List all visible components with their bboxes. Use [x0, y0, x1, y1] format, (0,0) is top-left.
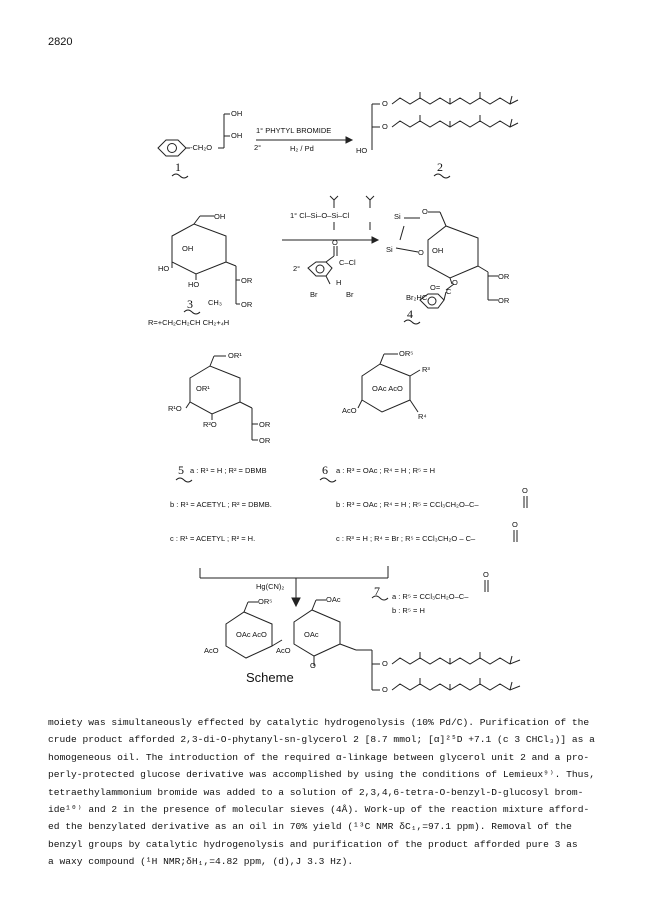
or1-label: OR¹	[228, 351, 242, 360]
ether-o-label: O	[382, 99, 388, 108]
aco-label: AcO	[204, 646, 219, 655]
brhc-label: Br₂HC	[406, 293, 428, 302]
oac-label: OAc	[304, 630, 319, 639]
ho-label: HO	[158, 264, 170, 273]
glycosylation-reagent: Hg(CN)₂	[256, 582, 285, 591]
step-2-number: 2°	[293, 264, 301, 273]
br-label: Br	[346, 290, 354, 299]
or-label: OR	[241, 276, 253, 285]
r-definition: R=+CH₂CH₂CH CH₂+₄H	[148, 318, 230, 327]
h-label: H	[336, 278, 342, 287]
carbonyl-o-label: O	[483, 570, 489, 579]
compound-3-structure	[172, 216, 240, 314]
oh-label: OH	[214, 212, 226, 221]
compound-number-6: 6	[322, 463, 328, 477]
ho-label: HO	[188, 280, 200, 289]
carbonyl-o-label: O	[512, 520, 518, 529]
disiloxane-reagent-label: 1° Cl–Si–O–Si–Cl	[290, 211, 350, 220]
oh-label: OH	[231, 109, 243, 118]
text-line: crude product afforded 2,3-di-O-phytanyl-sn-glycerol 2 [8.7 mmol; [α]²⁵D +7.1 (c 3 CHCl₃)] as a	[48, 734, 595, 746]
compound-2-structure	[372, 92, 518, 178]
compound-6-structure	[358, 354, 420, 412]
oh-label: OH	[432, 246, 444, 255]
or-label: OR	[241, 300, 253, 309]
aco-label: AcO	[276, 646, 291, 655]
ether-o-label: O	[382, 122, 388, 131]
def-6a: a : R³ = OAc ; R⁴ = H ; R⁵ = H	[336, 466, 436, 475]
text-line: moiety was simultaneously effected by catalytic hydrogenolysis (10% Pd/C). Purification of the	[48, 717, 590, 728]
def-5b: b : R¹ = ACETYL ; R² = DBMB.	[170, 500, 272, 509]
acyl-chloride-reagent	[308, 246, 337, 284]
compound-labels-row3	[176, 478, 527, 542]
r4-label: R⁴	[418, 412, 427, 421]
si-label: Si	[394, 212, 401, 221]
ether-o-label: O	[382, 659, 388, 668]
ring-o-label: O	[422, 207, 428, 216]
si-label: Si	[386, 245, 393, 254]
ester-o-label: O=	[430, 283, 441, 292]
reagent-step-2: H₂ / Pd	[290, 144, 314, 153]
reaction-arrow-2-head	[372, 237, 378, 243]
def-5c: c : R¹ = ACETYL ; R² = H.	[170, 534, 256, 543]
or-label: OR	[498, 296, 510, 305]
text-line: a waxy compound (¹H NMR;δH₁,=4.82 ppm, (d),J 3.3 Hz).	[48, 856, 354, 868]
ho-label: HO	[356, 146, 368, 155]
or5-label: OR⁵	[258, 597, 273, 606]
def-7b: b : R⁵ = H	[392, 606, 425, 615]
text-line: tetraethylammonium bromide was added to a solution of 2,3,4,6-tetra-O-benzyl-D-glucosyl brom-	[48, 786, 584, 798]
compound-number-3: 3	[187, 297, 193, 311]
def-6c: c : R³ = H ; R⁴ = Br ; R⁵ = CCl₃CH₂O – C–	[336, 534, 476, 543]
text-line: perly-protected glucose derivative was accomplished by using the conditions of Lemieux⁹⁾. Thus,	[48, 769, 595, 781]
carbonyl-o-label: O	[522, 486, 528, 495]
compound-number-5: 5	[178, 463, 184, 477]
reagent-step-1: 1° PHYTYL BROMIDE	[256, 126, 332, 135]
ether-o-label: O	[382, 685, 388, 694]
oac-label: OAc	[326, 595, 341, 604]
oac-label: OAc AcO	[236, 630, 267, 639]
compound-number-7: 7	[374, 584, 380, 598]
reaction-arrow-3-head	[292, 598, 300, 606]
text-line: ide¹⁰⁾ and 2 in the presence of molecular sieves (4Å). Work-up of the reaction mixture afford-	[48, 804, 590, 816]
text-line: ed the benzylated derivative as an oil in 70% yield (¹³C NMR δC₁,=97.1 ppm). Removal of the	[48, 821, 572, 833]
ester-o-label: O	[452, 278, 458, 287]
ch3-label: CH₃	[208, 298, 222, 307]
acyl-chloride-label: C–Cl	[339, 258, 356, 267]
or-label: OR	[259, 420, 271, 429]
r1o-label: R¹O	[168, 404, 182, 413]
or-label: OR	[498, 272, 510, 281]
oh-label: OH	[182, 244, 194, 253]
text-line: homogeneous oil. The introduction of the required α-linkage between glycerol unit 2 and a pro-	[48, 751, 590, 763]
r3-label: R³	[422, 365, 430, 374]
or-label: OR	[259, 436, 271, 445]
compound-number-1: 1	[175, 160, 181, 174]
scheme-caption: Scheme	[246, 670, 294, 685]
glycosidic-o-label: O	[310, 661, 316, 670]
def-7a: a : R⁵ = CCl₃CH₂O–C–	[392, 592, 469, 601]
oh-label: OH	[231, 131, 243, 140]
carbonyl-o-label: O	[332, 238, 338, 247]
text-line: benzyl groups by catalytic hydrogenolysis and purification of the product afforded pure 3 as	[48, 838, 578, 850]
or5-label: OR⁵	[399, 349, 414, 358]
aco-label: AcO	[342, 406, 357, 415]
cmpd1-substituent: -CH₂O	[190, 143, 213, 152]
r2o-label: R²O	[203, 420, 217, 429]
br-label: Br	[310, 290, 318, 299]
def-5a: a : R¹ = H ; R² = DBMB	[190, 466, 267, 475]
or1-label: OR¹	[196, 384, 210, 393]
compound-5-structure	[186, 356, 258, 440]
compound-number-4: 4	[407, 307, 413, 321]
body-paragraph	[48, 714, 638, 871]
ring-o-label: O	[418, 248, 424, 257]
page-number: 2820	[48, 36, 73, 48]
step-2-number: 2°	[254, 143, 262, 152]
def-6b: b : R³ = OAc ; R⁴ = H ; R⁵ = CCl₃CH₂O–C–	[336, 500, 479, 509]
oac-label: OAc AcO	[372, 384, 403, 393]
reaction-arrow-1-head	[346, 137, 352, 143]
compound-number-2: 2	[437, 160, 443, 174]
ester-c-label: C	[446, 287, 452, 296]
